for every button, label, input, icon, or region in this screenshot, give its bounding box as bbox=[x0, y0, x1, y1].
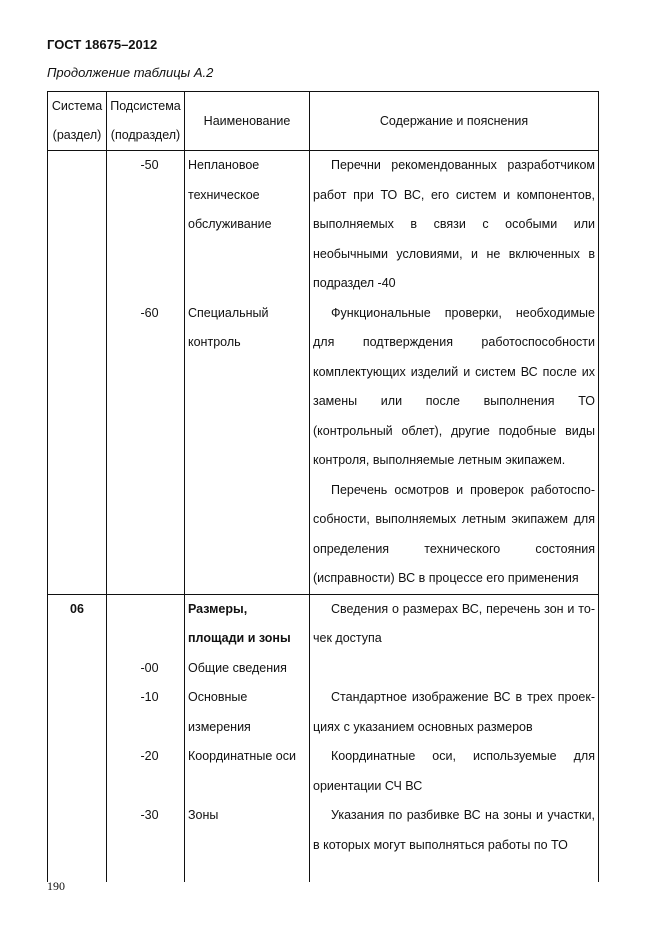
cell-description bbox=[310, 654, 599, 684]
table-row bbox=[48, 801, 599, 860]
cell-description bbox=[310, 151, 599, 299]
table-row bbox=[48, 742, 599, 801]
description-paragraph: Функциональные проверки, необходимые для подтверждения работоспособности комплектующих изделий и систем ВС после их замены или после выполнения ТО (контрольный облет), другие подобные виды контроля, выполняемые летным экипажем. bbox=[313, 305, 595, 467]
header-system-line1: Система bbox=[51, 99, 103, 113]
header-system bbox=[48, 92, 107, 151]
cell-description bbox=[310, 683, 599, 742]
table-continuation-label: Продолжение таблицы А.2 bbox=[47, 65, 214, 80]
cell-code: -30 bbox=[107, 801, 185, 860]
table-row bbox=[48, 299, 599, 595]
cell-name: Неплановое техническое обслуживание bbox=[185, 151, 310, 299]
header-description: Содержание и пояснения bbox=[310, 92, 599, 151]
cell-empty bbox=[107, 860, 185, 882]
header-name: Наименование bbox=[185, 92, 310, 151]
header-subsystem bbox=[107, 92, 185, 151]
table-row bbox=[48, 683, 599, 742]
header-subsystem-line2: (подраздел) bbox=[110, 128, 181, 142]
cell-code: -20 bbox=[107, 742, 185, 801]
description-paragraph: Стандартное изображение ВС в трех проекциях с указанием основных размеров bbox=[313, 690, 595, 734]
description-paragraph: Указания по разбивке ВС на зоны и участки, в которых могут выполняться работы по ТО bbox=[313, 808, 595, 852]
classification-table bbox=[47, 91, 599, 882]
table-row bbox=[48, 654, 599, 684]
cell-system bbox=[48, 654, 107, 684]
description-paragraph: Перечень осмотров и проверок работоспособности, выполняемых летным экипажем для определения технического состояния (исправности) ВС в процессе его применения bbox=[313, 482, 595, 585]
cell-name: Основные измерения bbox=[185, 683, 310, 742]
cell-code: -50 bbox=[107, 151, 185, 299]
header-system-line2: (раздел) bbox=[52, 128, 102, 142]
document-code: ГОСТ 18675–2012 bbox=[47, 37, 158, 52]
cell-description bbox=[310, 742, 599, 801]
cell-empty bbox=[185, 860, 310, 882]
cell-system bbox=[48, 742, 107, 801]
cell-name: Зоны bbox=[185, 801, 310, 860]
cell-description bbox=[310, 594, 599, 654]
cell-name: Размеры, площади и зоны bbox=[185, 594, 310, 654]
cell-code bbox=[107, 594, 185, 654]
description-paragraph: Перечни рекомендованных разработчиком работ при ТО ВС, его систем и компонентов, выполняемых в связи с особыми или необычными условиями, и не включенных в подраздел -40 bbox=[313, 158, 595, 290]
table-row bbox=[48, 151, 599, 299]
table-header-row bbox=[48, 92, 599, 151]
cell-system bbox=[48, 299, 107, 595]
table-row-group-06 bbox=[48, 594, 599, 654]
cell-name: Общие сведения bbox=[185, 654, 310, 684]
cell-name: Специальный контроль bbox=[185, 299, 310, 595]
cell-system bbox=[48, 801, 107, 860]
page-number: 190 bbox=[47, 879, 65, 893]
table-continuation-row bbox=[48, 860, 599, 882]
cell-system: 06 bbox=[48, 594, 107, 654]
cell-code: -10 bbox=[107, 683, 185, 742]
cell-description bbox=[310, 299, 599, 595]
cell-system bbox=[48, 683, 107, 742]
header-subsystem-line1: Подсистема bbox=[110, 99, 181, 113]
cell-name: Координатные оси bbox=[185, 742, 310, 801]
cell-empty bbox=[310, 860, 599, 882]
cell-code: -00 bbox=[107, 654, 185, 684]
cell-system bbox=[48, 151, 107, 299]
cell-code: -60 bbox=[107, 299, 185, 595]
description-paragraph: Координатные оси, используемые для ориентации СЧ ВС bbox=[313, 749, 595, 793]
cell-description bbox=[310, 801, 599, 860]
description-paragraph: Сведения о размерах ВС, перечень зон и точек доступа bbox=[313, 601, 595, 645]
